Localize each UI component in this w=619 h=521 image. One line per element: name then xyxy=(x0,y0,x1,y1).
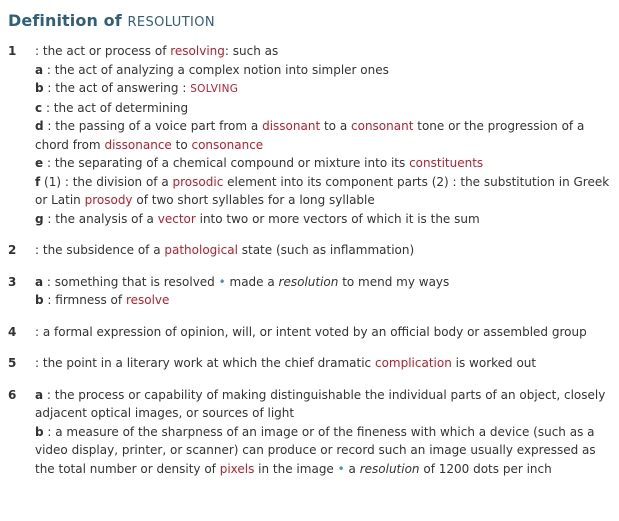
page-title xyxy=(8,10,612,34)
definition-text: : a measure of the sharpness of an image or of the fineness with which a device (such as a video display, printer, or scanner) can produce or record such an image usually expressed as the total number or density of xyxy=(35,424,596,476)
example-text: made a xyxy=(225,274,279,289)
subsense-b xyxy=(35,291,612,310)
subsense-label: a xyxy=(35,387,44,402)
sense-text xyxy=(35,354,612,373)
definition-text: : firmness of xyxy=(43,293,126,307)
subsense-label: c xyxy=(35,100,43,115)
definition-text: : the analysis of a xyxy=(43,211,158,226)
subsense-c xyxy=(35,99,612,118)
definition-text: (1) : the division of a xyxy=(40,174,173,189)
subsense-label: f xyxy=(35,174,41,189)
definition-page xyxy=(8,10,612,491)
subsense-label: d xyxy=(35,119,44,133)
definition-text: : the passing of a voice part from a xyxy=(43,119,263,133)
sense-number: 1 xyxy=(8,44,17,58)
example-bullet-icon: • xyxy=(337,461,345,476)
sense-number: 6 xyxy=(8,387,17,402)
link-dissonance[interactable]: dissonance xyxy=(104,137,172,152)
example-text: to mend my ways xyxy=(338,274,450,289)
sense-body xyxy=(35,273,612,310)
sense-body xyxy=(35,323,612,342)
sense-5 xyxy=(8,354,612,373)
subsense-d xyxy=(35,117,612,154)
sense-body xyxy=(35,354,612,373)
subsense-label: e xyxy=(35,156,44,170)
subsense-label: b xyxy=(35,293,44,307)
sense-1 xyxy=(8,42,612,228)
link-consonant[interactable]: consonant xyxy=(351,119,414,133)
sense-2 xyxy=(8,241,612,260)
link-solving[interactable]: SOLVING xyxy=(190,83,239,95)
headword: RESOLUTION xyxy=(127,15,216,30)
subsense-a xyxy=(35,61,612,80)
link-pixels[interactable]: pixels xyxy=(219,461,255,476)
definition-text: : the act or process of xyxy=(35,44,171,58)
link-consonance[interactable]: consonance xyxy=(191,137,264,152)
definition-text: : the subsidence of a xyxy=(35,243,165,257)
subsense-label: b xyxy=(35,81,44,95)
definition-text: in the image xyxy=(254,461,338,476)
link-prosody[interactable]: prosody xyxy=(84,193,133,207)
definition-text: : the process or capability of making distinguishable the individual parts of an object, closely adjacent optical images, or sources of light xyxy=(35,387,606,420)
example-headword: resolution xyxy=(278,274,339,289)
definition-text: : the act of answering : xyxy=(43,81,191,95)
sense-6 xyxy=(8,386,612,479)
definition-text: : such as xyxy=(224,44,279,58)
subsense-label: a xyxy=(35,274,44,289)
subsense-label: b xyxy=(35,424,44,439)
link-constituents[interactable]: constituents xyxy=(409,156,484,170)
title-prefix: Definition of xyxy=(8,11,122,30)
definition-text: to a xyxy=(320,119,351,133)
sense-intro xyxy=(35,42,612,61)
link-resolve[interactable]: resolve xyxy=(125,293,170,307)
sense-body xyxy=(35,42,612,228)
subsense-f xyxy=(35,173,612,210)
definition-text: : the act of analyzing a complex notion into simpler ones xyxy=(43,62,389,77)
subsense-label: a xyxy=(35,62,44,77)
subsense-a xyxy=(35,273,612,292)
sense-number: 3 xyxy=(8,274,17,289)
definition-text: : the act of determining xyxy=(42,100,189,115)
subsense-b xyxy=(35,79,612,99)
sense-4 xyxy=(8,323,612,342)
subsense-label: g xyxy=(35,211,44,226)
definition-text: element into its component parts (2) : the substitution in Greek or Latin xyxy=(35,174,610,207)
sense-number: 4 xyxy=(8,324,17,339)
definition-text: : the separating of a chemical compound or mixture into its xyxy=(43,156,410,170)
definition-text: is worked out xyxy=(451,356,537,370)
sense-body xyxy=(35,241,612,260)
link-resolving[interactable]: resolving xyxy=(170,44,225,58)
definition-text: tone or the progression of a chord from xyxy=(35,119,585,152)
definition-text: into two or more vectors of which it is the sum xyxy=(195,211,480,226)
subsense-a xyxy=(35,386,612,423)
sense-text xyxy=(35,241,612,260)
sense-number: 2 xyxy=(8,243,17,257)
example-text: a xyxy=(344,461,360,476)
definition-text: : a formal expression of opinion, will, or intent voted by an official body or assembled group xyxy=(35,324,587,339)
example-headword: resolution xyxy=(359,461,420,476)
subsense-b xyxy=(35,423,612,479)
subsense-g xyxy=(35,210,612,229)
sense-number: 5 xyxy=(8,356,17,370)
definition-text: state (such as inflammation) xyxy=(237,243,415,257)
link-vector[interactable]: vector xyxy=(157,211,196,226)
sense-body xyxy=(35,386,612,479)
sense-3 xyxy=(8,273,612,310)
example-text: of 1200 dots per inch xyxy=(419,461,552,476)
definition-text: of two short syllables for a long syllable xyxy=(132,193,375,207)
definition-text: : something that is resolved xyxy=(43,274,219,289)
link-pathological[interactable]: pathological xyxy=(164,243,238,257)
subsense-e xyxy=(35,154,612,173)
link-dissonant[interactable]: dissonant xyxy=(262,119,321,133)
example-bullet-icon: • xyxy=(218,274,226,289)
link-complication[interactable]: complication xyxy=(374,356,452,370)
definition-text: : the point in a literary work at which the chief dramatic xyxy=(35,356,375,370)
link-prosodic[interactable]: prosodic xyxy=(172,174,224,189)
definition-text: to xyxy=(171,137,192,152)
